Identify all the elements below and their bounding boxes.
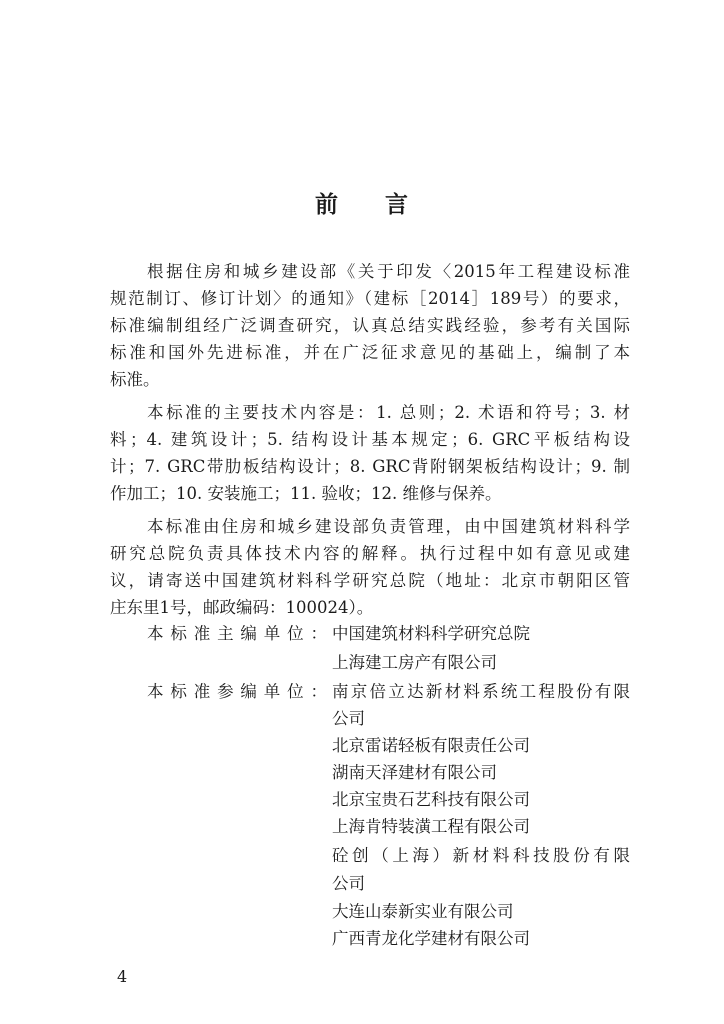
- paragraph-2-line-2: 料；4. 建筑设计；5. 结构设计基本规定；6. GRC平板结构设: [110, 430, 630, 449]
- chief-editor-label: 本标准主编单位：: [147, 624, 327, 643]
- participant-unit-6: 砼创（上海）新材料科技股份有限: [332, 846, 630, 865]
- chief-editor-unit-1: 中国建筑材料科学研究总院: [332, 624, 530, 643]
- participant-unit-4: 北京宝贵石艺科技有限公司: [332, 790, 530, 809]
- participant-unit-1-cont: 公司: [332, 709, 365, 728]
- participant-unit-2: 北京雷诺轻板有限责任公司: [332, 736, 530, 755]
- paragraph-2-line-1: 本标准的主要技术内容是：1. 总则；2. 术语和符号；3. 材: [147, 403, 630, 422]
- participant-unit-8: 广西青龙化学建材有限公司: [332, 929, 530, 948]
- paragraph-3-line-1: 本标准由住房和城乡建设部负责管理，由中国建筑材料科学: [147, 517, 630, 536]
- participant-unit-3: 湖南天泽建材有限公司: [332, 763, 497, 782]
- participant-label: 本标准参编单位：: [147, 682, 327, 701]
- paragraph-1-line-4: 标准和国外先进标准，并在广泛征求意见的基础上，编制了本: [110, 343, 630, 362]
- participant-unit-5: 上海肯特装潢工程有限公司: [332, 817, 530, 836]
- paragraph-1-line-2: 规范制订、修订计划〉的通知》（建标［2014］189号）的要求，: [110, 289, 630, 308]
- page-title: [0, 186, 724, 219]
- participant-unit-1: 南京倍立达新材料系统工程股份有限: [332, 682, 630, 701]
- participant-unit-7: 大连山泰新实业有限公司: [332, 902, 514, 921]
- chief-editor-unit-2: 上海建工房产有限公司: [332, 653, 497, 672]
- page-number: 4: [117, 967, 128, 986]
- title-part-2: 言: [385, 191, 409, 218]
- paragraph-3-line-4: 庄东里1号，邮政编码：100024）。: [110, 598, 374, 617]
- title-part-1: 前: [315, 191, 339, 218]
- paragraph-1-line-5: 标准。: [110, 370, 160, 389]
- paragraph-2-line-3: 计；7. GRC带肋板结构设计；8. GRC背附钢架板结构设计；9. 制: [110, 457, 630, 476]
- participant-unit-6-cont: 公司: [332, 874, 365, 893]
- paragraph-3-line-2: 研究总院负责具体技术内容的解释。执行过程中如有意见或建: [110, 544, 630, 563]
- paragraph-3-line-3: 议，请寄送中国建筑材料科学研究总院（地址：北京市朝阳区管: [110, 571, 630, 590]
- paragraph-1-line-1: 根据住房和城乡建设部《关于印发〈2015年工程建设标准: [147, 262, 630, 281]
- paragraph-1-line-3: 标准编制组经广泛调查研究，认真总结实践经验，参考有关国际: [110, 316, 630, 335]
- paragraph-2-line-4: 作加工；10. 安装施工；11. 验收；12. 维修与保养。: [110, 484, 502, 503]
